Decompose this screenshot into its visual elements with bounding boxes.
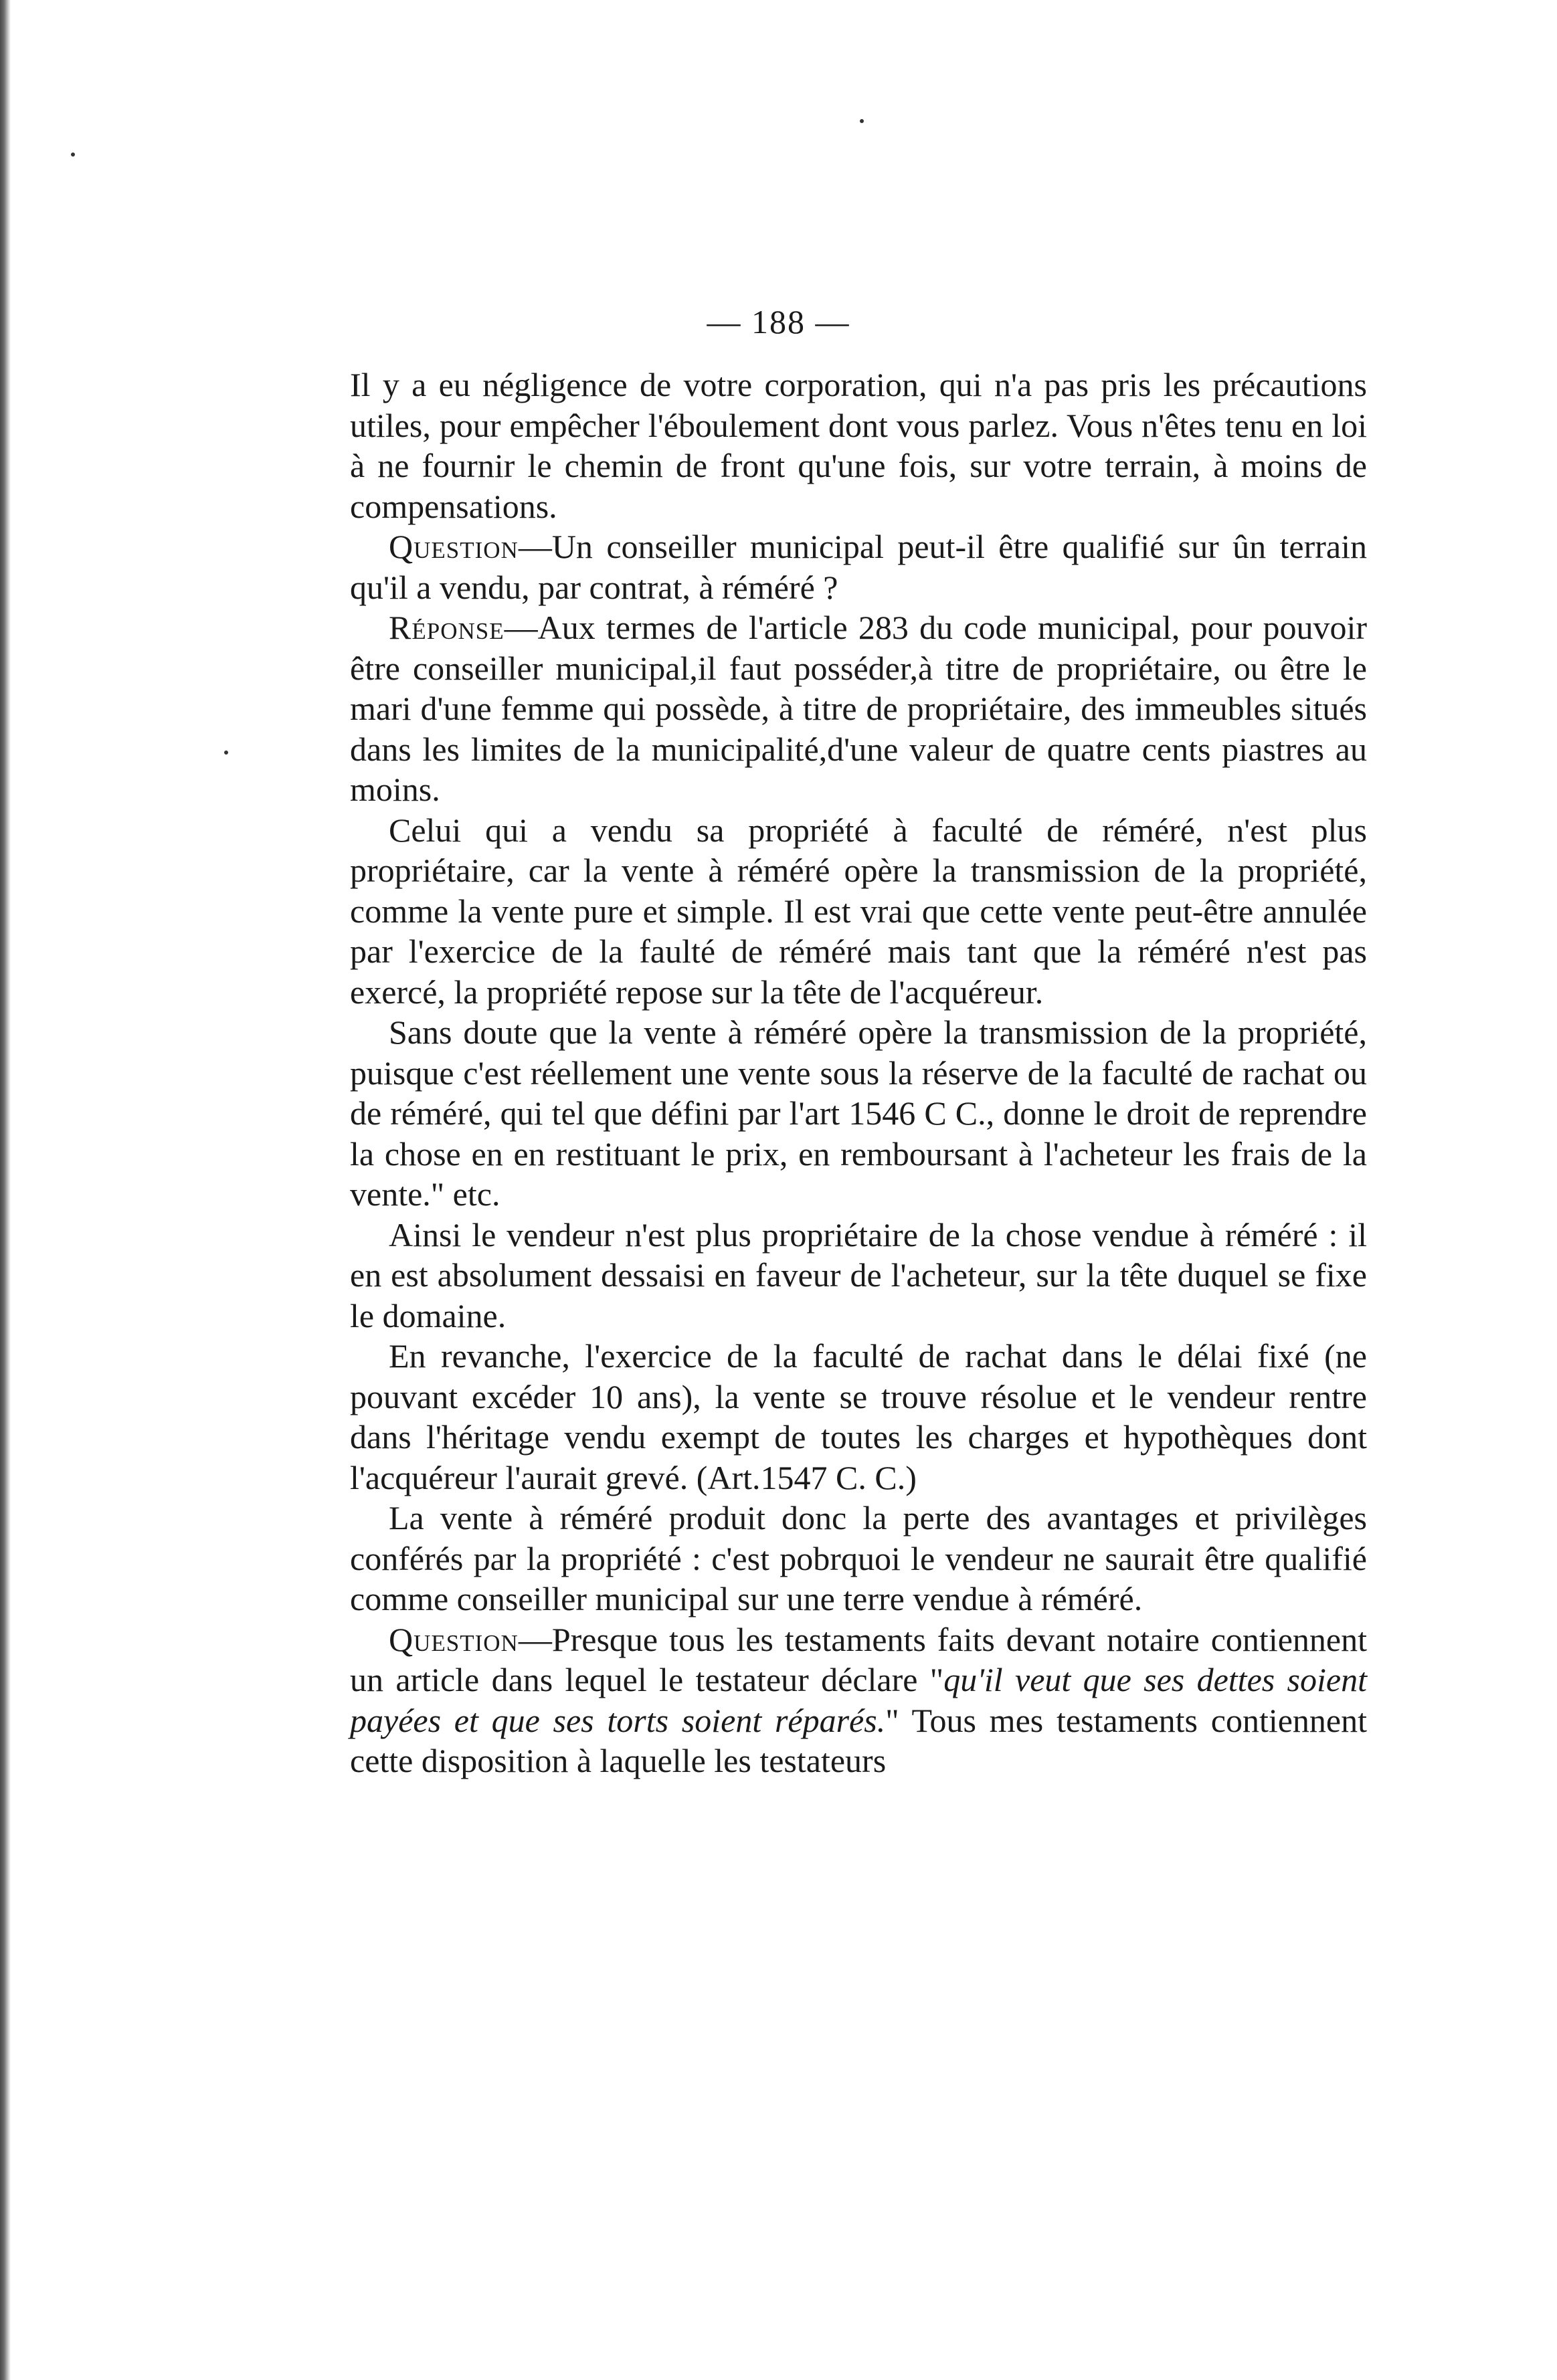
- scan-binding-edge: [0, 0, 11, 2380]
- paragraph-text: —Aux termes de l'article 283 du code municipal, pour pouvoir être conseiller municipal,il faut posséder,à titre de propriétaire, ou être le mari d'une femme qui possède, à titre de propriétaire, des immeubles situés dans les limites de la municipalité,d'une valeur de quatre cents piastres au moins.: [350, 609, 1367, 808]
- paragraph-text: La vente à réméré produit donc la perte des avantages et privilèges conférés par la propriété : c'est pobrquoi le vendeur ne saurait être qualifié comme conseiller municipal sur une terre vendue à réméré.: [350, 1499, 1367, 1617]
- paragraph-tail: " Tous mes testaments contiennent cette disposition à laquelle les testateurs: [350, 1701, 1367, 1779]
- scan-speck: [71, 153, 75, 157]
- paragraph-text: —Presque tous les testaments faits devant notaire contiennent un article dans lequel le testateur déclare ": [350, 1620, 1367, 1698]
- question-lead: Question: [389, 528, 519, 565]
- paragraph-6: [350, 1215, 1367, 1336]
- paragraph-2-question: [350, 526, 1367, 607]
- paragraph-text: Ainsi le vendeur n'est plus propriétaire de la chose vendue à réméré : il en est absolument dessaisi en faveur de l'acheteur, sur la tête duquel se fixe le domaine.: [350, 1215, 1367, 1334]
- paragraph-text: Sans doute que la vente à réméré opère la transmission de la propriété, puisque c'est réellement une vente sous la réserve de la faculté de rachat ou de réméré, qui tel que défini par l'art 1546 C C., donne le droit de reprendre la chose en en restituant le prix, en remboursant à l'acheteur les frais de la vente." etc.: [350, 1013, 1367, 1213]
- scan-speck: [224, 751, 228, 755]
- page-number: — 188 —: [707, 303, 850, 340]
- paragraph-text: Il y a eu négligence de votre corporation, qui n'a pas pris les précautions utiles, pour empêcher l'éboulement dont vous parlez. Vous n'êtes tenu en loi à ne fournir le chemin de front qu'une fois, sur votre terrain, à moins de compensations.: [350, 366, 1367, 525]
- paragraph-text: —Un conseiller municipal peut-il être qualifié sur ûn terrain qu'il a vendu, par contrat, à réméré ?: [350, 528, 1367, 606]
- page-body: [350, 365, 1367, 1781]
- paragraph-1: [350, 365, 1367, 526]
- paragraph-text: En revanche, l'exercice de la faculté de rachat dans le délai fixé (ne pouvant excéder 10 ans), la vente se trouve résolue et le vendeur rentre dans l'héritage vendu exempt de toutes les charges et hypothèques dont l'acquéreur l'aurait grevé. (Art.1547 C. C.): [350, 1337, 1367, 1496]
- question-lead: Question: [389, 1620, 519, 1658]
- paragraph-text: Celui qui a vendu sa propriété à faculté de réméré, n'est plus propriétaire, car la vente à réméré opère la transmission de la propriété, comme la vente pure et simple. Il est vrai que cette vente peut-être annulée par l'exercice de la faulté de réméré mais tant que la réméré n'est pas exercé, la propriété repose sur la tête de l'acquéreur.: [350, 811, 1367, 1011]
- paragraph-9-question: [350, 1619, 1367, 1781]
- paragraph-8: [350, 1498, 1367, 1619]
- paragraph-5: [350, 1012, 1367, 1215]
- paragraph-7: [350, 1336, 1367, 1498]
- paragraph-4: [350, 810, 1367, 1013]
- answer-lead: Réponse: [389, 609, 505, 646]
- paragraph-3-answer: [350, 607, 1367, 810]
- quoted-clause: qu'il veut que ses dettes soient payées et que ses torts soient réparés.: [350, 1661, 1367, 1739]
- scan-speck: [860, 119, 864, 123]
